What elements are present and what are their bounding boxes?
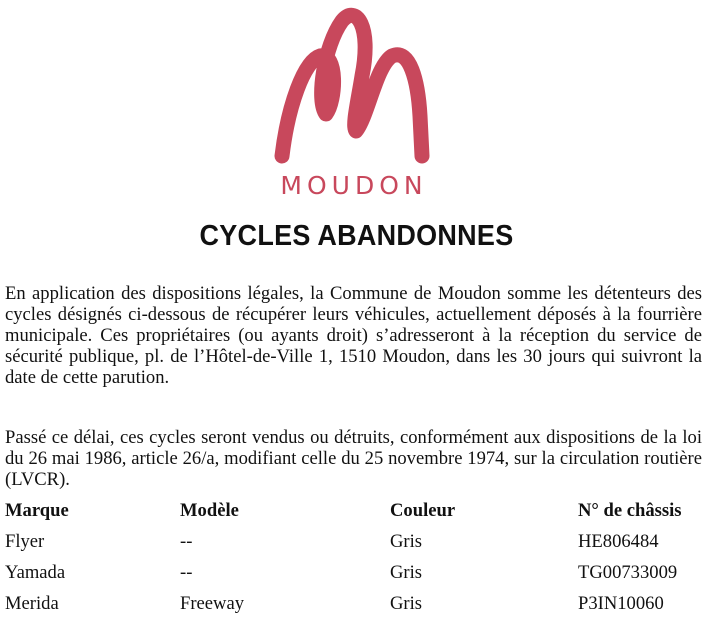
page-title: CYCLES ABANDONNES <box>199 220 514 252</box>
cell-chassis: HE806484 <box>578 531 659 552</box>
cell-marque: Flyer <box>5 531 45 552</box>
cycles-table <box>5 500 710 624</box>
table-row <box>5 562 710 593</box>
moudon-m-loop-logo-icon <box>264 6 444 171</box>
paragraph-deadline: Passé ce délai, ces cycles seront vendus ou détruits, conformément aux dispositions de la loi du 26 mai 1986, article 26/a, modifiant celle du 25 novembre 1974, sur la circulation routière (LVCR). <box>5 427 702 490</box>
cell-couleur: Gris <box>390 531 423 552</box>
header-couleur: Couleur <box>390 500 456 521</box>
cell-marque: Merida <box>5 593 59 614</box>
header-marque: Marque <box>5 500 69 521</box>
cell-modele: -- <box>180 531 193 552</box>
cell-couleur: Gris <box>390 562 423 583</box>
cell-chassis: P3IN10060 <box>578 593 664 614</box>
table-row <box>5 593 710 624</box>
table-header-row <box>5 500 710 531</box>
header-chassis: N° de châssis <box>578 500 682 521</box>
cell-chassis: TG00733009 <box>578 562 678 583</box>
moudon-logo <box>264 6 444 200</box>
header-modele: Modèle <box>180 500 239 521</box>
cell-marque: Yamada <box>5 562 66 583</box>
cell-couleur: Gris <box>390 593 423 614</box>
cell-modele: -- <box>180 562 193 583</box>
cell-modele: Freeway <box>180 593 245 614</box>
paragraph-notice: En application des dispositions légales, la Commune de Moudon somme les détenteurs des cycles désignés ci-dessous de récupérer leurs véhicules, actuellement déposés à la fourrière municipale. Ces propriétaires (ou ayants droit) s’adresseront à la réception du service de sécurité publique, pl. de l’Hôtel-de-Ville 1, 1510 Moudon, dans les 30 jours qui suivront la date de cette parution. <box>5 283 702 388</box>
table-row <box>5 531 710 562</box>
logo-wordmark: MOUDON <box>280 171 428 200</box>
